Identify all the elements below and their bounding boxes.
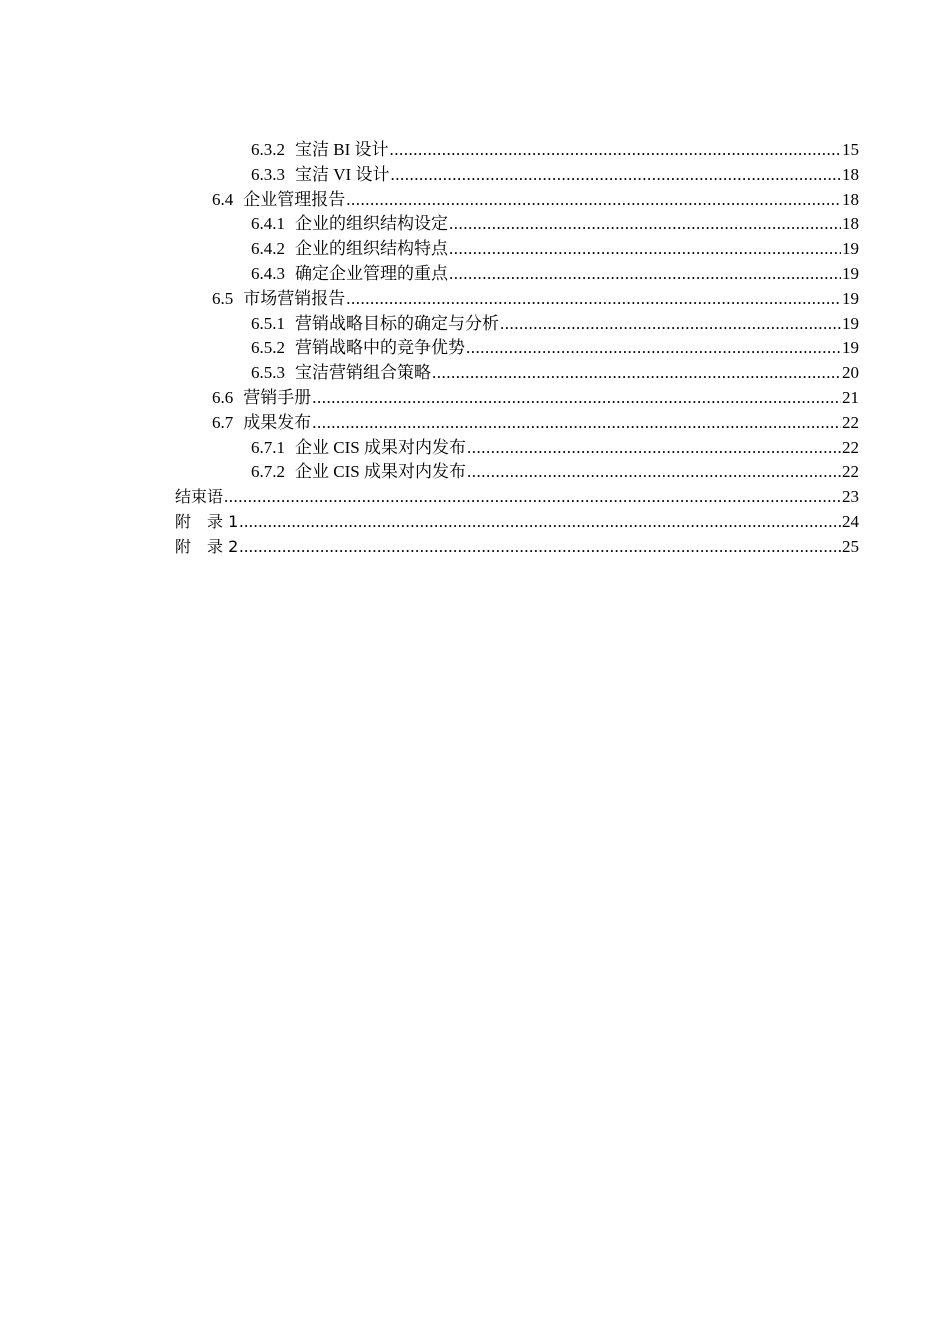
toc-entry-number: 6.3.2: [251, 140, 285, 159]
toc-entry-number: 6.4.3: [251, 263, 285, 283]
toc-entry-title: 市场营销报告: [243, 288, 346, 308]
dot-leader: [346, 188, 841, 213]
toc-entry-title: 企业 CIS 成果对内发布: [295, 437, 466, 457]
toc-entry[interactable]: [175, 138, 859, 163]
toc-entry[interactable]: [175, 386, 859, 411]
dot-leader: [346, 287, 841, 312]
dot-leader: [466, 336, 841, 361]
toc-entry-number: 6.4.1: [251, 214, 285, 234]
toc-entry-title: 企业的组织结构设定: [295, 214, 448, 234]
toc-entry-title: 企业 CIS 成果对内发布: [295, 462, 466, 482]
dot-leader: [312, 386, 841, 411]
toc-entry-title: 营销战略目标的确定与分析: [295, 313, 499, 333]
toc-entry-page: 20: [842, 363, 859, 383]
toc-entry-title: 附 录 2: [175, 536, 239, 556]
toc-entry-page: 19: [842, 338, 859, 358]
toc-entry-title: 确定企业管理的重点: [295, 263, 448, 283]
toc-entry-title: 宝洁 VI 设计: [295, 164, 390, 184]
toc-entry-title: 结束语: [175, 487, 224, 507]
toc-entry[interactable]: [175, 510, 859, 535]
toc-entry-number: 6.5: [212, 288, 234, 308]
toc-entry-page: 22: [842, 437, 859, 457]
toc-entry-number: 6.4: [212, 189, 234, 209]
dot-leader: [467, 436, 841, 461]
toc-entry[interactable]: [175, 287, 859, 312]
dot-leader: [467, 460, 841, 485]
toc-entry-page: 18: [842, 164, 859, 184]
toc-entry-page: 22: [842, 462, 859, 482]
toc-entry-page: 18: [842, 189, 859, 209]
toc-entry-number: 6.7.1: [251, 437, 285, 457]
dot-leader: [449, 237, 841, 262]
toc-entry-page: 24: [842, 511, 859, 531]
toc-entry[interactable]: [175, 336, 859, 361]
toc-entry-page: 25: [842, 536, 859, 556]
toc-entry-title: 附 录 1: [175, 511, 239, 531]
toc-entry[interactable]: [175, 460, 859, 485]
dot-leader: [390, 138, 842, 163]
dot-leader: [500, 312, 841, 337]
toc-entry-page: 23: [842, 487, 859, 507]
toc-entry-page: 19: [842, 288, 859, 308]
toc-entry-page: 22: [842, 412, 859, 432]
toc-entry-number: 6.5.2: [251, 338, 285, 358]
toc-entry[interactable]: [175, 237, 859, 262]
toc-entry[interactable]: [175, 262, 859, 287]
toc-entry[interactable]: [175, 212, 859, 237]
toc-entry-page: 19: [842, 263, 859, 283]
toc-entry-page: 21: [842, 387, 859, 407]
dot-leader: [449, 262, 841, 287]
toc-entry[interactable]: [175, 361, 859, 386]
toc-entry-title: 营销手册: [243, 387, 312, 407]
toc-entry-title: 营销战略中的竞争优势: [295, 338, 465, 358]
toc-entry-page: 18: [842, 214, 859, 234]
toc-entry-title: 宝洁营销组合策略: [295, 363, 431, 383]
toc-entry-title: 企业管理报告: [243, 189, 346, 209]
toc-entry[interactable]: [175, 436, 859, 461]
toc-entry-number: 6.5.3: [251, 363, 285, 383]
toc-entry[interactable]: [175, 312, 859, 337]
toc-entry-page: 19: [842, 313, 859, 333]
toc-entry[interactable]: [175, 411, 859, 436]
toc-entry[interactable]: [175, 163, 859, 188]
toc-entry-number: 6.6: [212, 387, 234, 407]
toc-entry-number: 6.3.3: [251, 164, 285, 184]
dot-leader: [224, 485, 841, 510]
toc-entry[interactable]: [175, 188, 859, 213]
toc-entry-title: 宝洁 BI 设计: [295, 140, 389, 159]
toc-entry-number: 6.5.1: [251, 313, 285, 333]
toc-entry-page: 19: [842, 239, 859, 259]
toc-entry[interactable]: [175, 535, 859, 560]
toc-entry-title: 成果发布: [243, 412, 312, 432]
table-of-contents: [175, 138, 859, 560]
dot-leader: [390, 163, 841, 188]
dot-leader: [312, 411, 841, 436]
toc-entry-number: 6.7: [212, 412, 234, 432]
toc-entry[interactable]: [175, 485, 859, 510]
dot-leader: [449, 212, 841, 237]
toc-entry-page: 15: [842, 140, 859, 159]
toc-entry-title: 企业的组织结构特点: [295, 239, 448, 259]
dot-leader: [432, 361, 841, 386]
toc-entry-number: 6.7.2: [251, 462, 285, 482]
dot-leader: [239, 535, 841, 560]
toc-entry-number: 6.4.2: [251, 239, 285, 259]
dot-leader: [239, 510, 841, 535]
